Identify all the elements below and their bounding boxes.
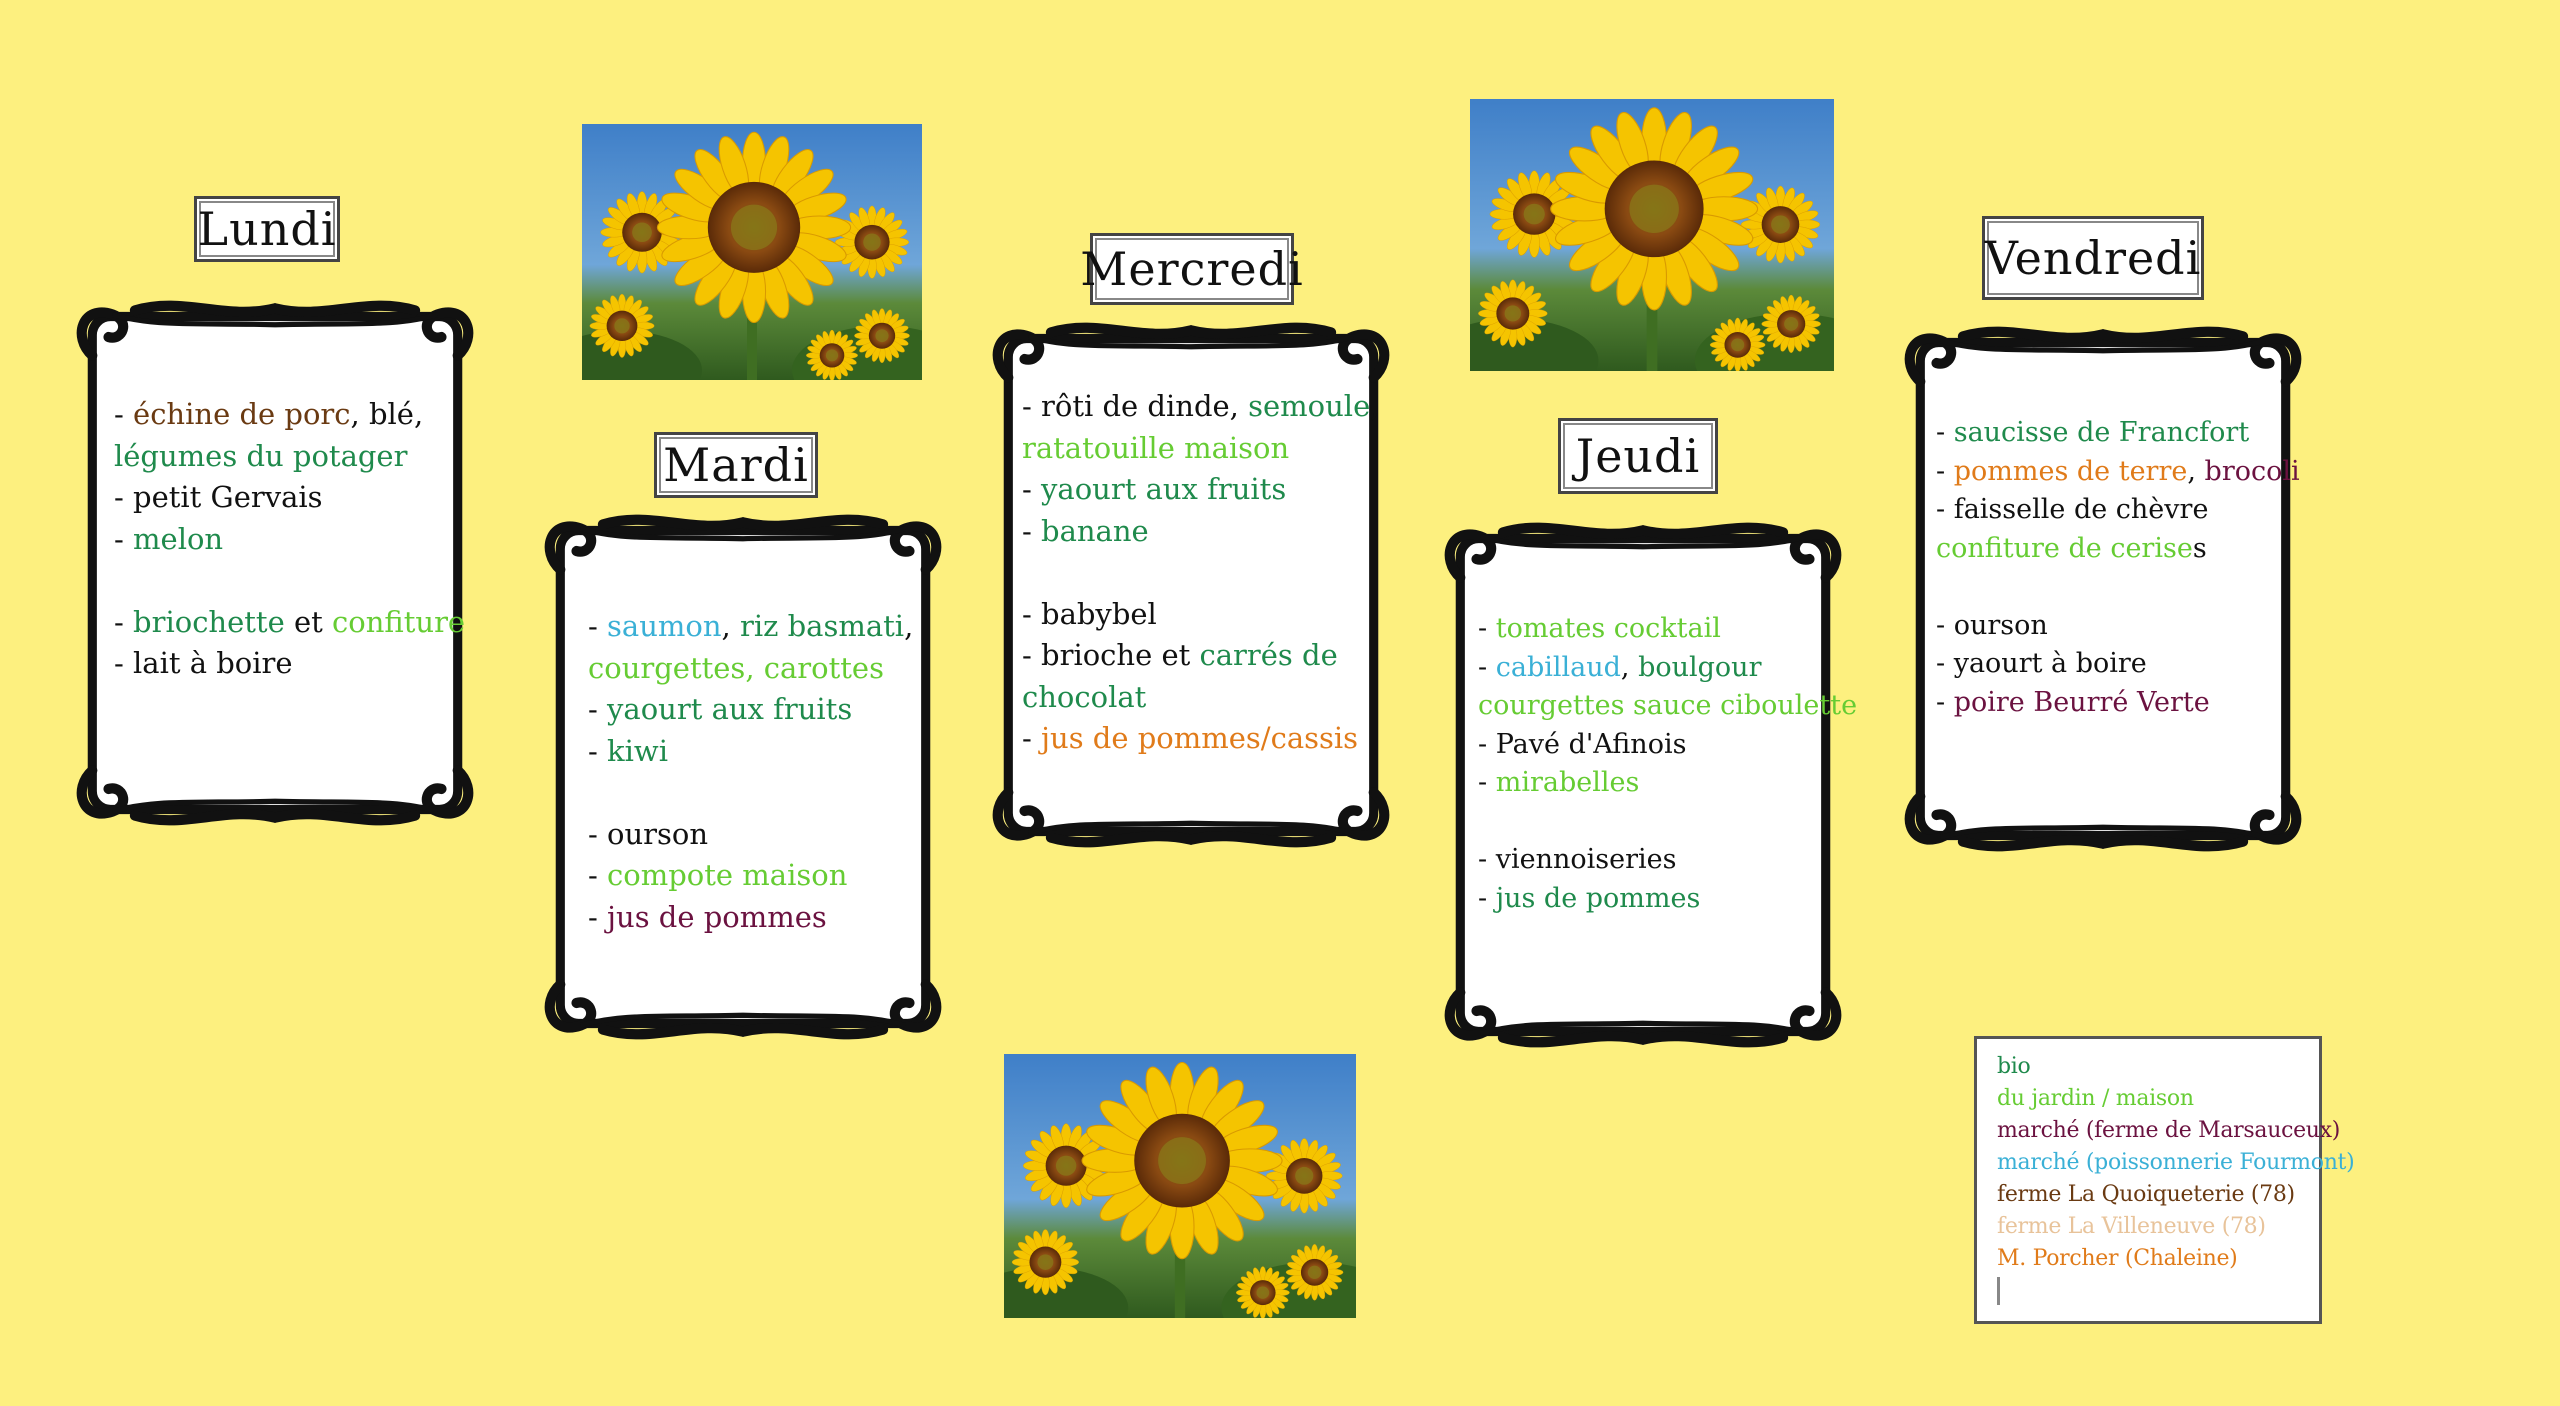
menu-text: riz basmati xyxy=(739,609,905,643)
menu-text: pommes de terre xyxy=(1953,455,2188,487)
legend-item: du jardin / maison xyxy=(1997,1086,2194,1111)
menu-line xyxy=(1936,607,2300,646)
menu-text: courgettes, carottes xyxy=(588,650,884,685)
day-title-jeudi: Jeudi xyxy=(1558,418,1718,494)
menu-text: semoule xyxy=(1248,389,1371,423)
menu-text: yaourt aux fruits xyxy=(607,692,853,726)
menu-line xyxy=(1022,718,1379,760)
menu-text: jus de pommes xyxy=(607,899,827,934)
menu-line xyxy=(1022,469,1379,511)
menu-text: et xyxy=(284,604,333,639)
menu-jeudi xyxy=(1478,610,1857,918)
menu-line xyxy=(1478,687,1857,726)
menu-card-mercredi xyxy=(988,318,1394,852)
menu-text: - xyxy=(1022,472,1042,506)
menu-line xyxy=(1936,645,2300,684)
menu-text: confiture de cerise xyxy=(1936,532,2193,564)
sunflower-photo-2 xyxy=(1470,99,1834,371)
menu-line xyxy=(114,477,465,519)
menu-text: - ourson xyxy=(1936,609,2048,641)
menu-text: , xyxy=(2187,455,2205,487)
menu-line xyxy=(1478,649,1857,688)
menu-text: - xyxy=(588,609,608,643)
color-legend xyxy=(1974,1036,2355,1324)
sunflower-photo-1 xyxy=(582,124,922,380)
menu-line xyxy=(1478,841,1857,880)
menu-line xyxy=(588,689,913,731)
menu-line xyxy=(1022,511,1379,553)
menu-line xyxy=(588,855,913,897)
sunflower-image xyxy=(582,124,922,380)
menu-text: s xyxy=(2192,532,2207,564)
menu-line xyxy=(1022,428,1379,470)
menu-text: boulgour xyxy=(1638,651,1762,683)
day-title-vendredi: Vendredi xyxy=(1982,216,2204,300)
menu-line xyxy=(588,648,913,690)
sunflower-image xyxy=(1004,1054,1356,1318)
menu-line xyxy=(1936,568,2300,607)
menu-line xyxy=(1478,610,1857,649)
menu-text: briochette xyxy=(133,604,285,639)
menu-text: , xyxy=(721,609,740,643)
menu-line xyxy=(1022,677,1379,719)
menu-line xyxy=(1936,453,2300,492)
menu-line xyxy=(114,643,465,685)
sunflower-image xyxy=(1470,99,1834,371)
menu-text: ratatouille maison xyxy=(1022,430,1290,465)
menu-text: carrés de xyxy=(1199,638,1338,672)
menu-line xyxy=(114,602,465,644)
menu-line xyxy=(588,814,913,856)
menu-line xyxy=(588,897,913,939)
menu-card-mardi xyxy=(540,510,946,1044)
menu-text: - xyxy=(1022,513,1042,548)
menu-text: légumes du potager xyxy=(114,438,408,473)
sunflower-photo-3 xyxy=(1004,1054,1356,1318)
menu-line xyxy=(588,606,913,648)
legend-divider xyxy=(1997,1277,2000,1305)
menu-card-vendredi xyxy=(1900,322,2306,856)
menu-text: - xyxy=(1478,767,1496,798)
legend-item: M. Porcher (Chaleine) xyxy=(1997,1246,2238,1271)
menu-text: kiwi xyxy=(607,733,668,768)
menu-text: , blé, xyxy=(350,397,424,431)
menu-text: - xyxy=(1936,686,1954,718)
menu-text: , xyxy=(1370,389,1380,423)
menu-text: - rôti de dinde, xyxy=(1022,389,1249,423)
menu-line xyxy=(1936,491,2300,530)
legend-items xyxy=(1997,1051,2355,1275)
menu-text: poire Beurré Verte xyxy=(1953,686,2210,718)
menu-text: - Pavé d'Afinois xyxy=(1478,728,1687,760)
menu-text: - xyxy=(588,733,608,768)
menu-text: saumon xyxy=(607,609,722,643)
menu-text: yaourt aux fruits xyxy=(1041,472,1287,506)
menu-text: - petit Gervais xyxy=(114,480,323,514)
legend-item: ferme La Villeneuve (78) xyxy=(1997,1214,2266,1239)
menu-line xyxy=(114,394,465,436)
menu-text: - xyxy=(114,604,134,639)
legend-item: bio xyxy=(1997,1054,2031,1079)
menu-text: chocolat xyxy=(1022,679,1147,714)
day-title-mercredi: Mercredi xyxy=(1090,233,1294,305)
menu-line xyxy=(588,772,913,814)
menu-text: - babybel xyxy=(1022,596,1157,631)
menu-text: jus de pommes xyxy=(1495,882,1701,914)
menu-text: compote maison xyxy=(607,858,848,892)
menu-line xyxy=(1936,684,2300,723)
menu-line xyxy=(1022,594,1379,636)
menu-text: saucisse de Francfort xyxy=(1953,417,2250,448)
menu-text: - xyxy=(114,521,134,556)
menu-text: - xyxy=(1022,721,1042,755)
menu-text: - xyxy=(588,899,608,934)
day-title-mardi: Mardi xyxy=(654,432,818,498)
menu-text: - viennoiseries xyxy=(1478,844,1677,875)
menu-mardi xyxy=(588,606,913,938)
menu-text: cabillaud xyxy=(1495,651,1621,683)
menu-text: confiture xyxy=(332,604,466,639)
menu-text: - xyxy=(1478,651,1496,683)
menu-text: , xyxy=(904,609,914,643)
menu-line xyxy=(1478,726,1857,765)
legend-item: marché (poissonnerie Fourmont) xyxy=(1997,1150,2355,1175)
menu-vendredi xyxy=(1936,414,2300,722)
menu-text: mirabelles xyxy=(1495,767,1640,798)
legend-item: marché (ferme de Marsauceux) xyxy=(1997,1118,2341,1143)
menu-text: courgettes sauce ciboulette xyxy=(1478,690,1858,721)
menu-text: banane xyxy=(1041,513,1149,548)
menu-text: jus de pommes/cassis xyxy=(1041,721,1359,755)
menu-text: - xyxy=(588,692,608,726)
menu-line xyxy=(1022,635,1379,677)
menu-text: melon xyxy=(133,521,224,556)
menu-mercredi xyxy=(1022,386,1379,760)
menu-line xyxy=(1478,803,1857,842)
menu-line xyxy=(1936,530,2300,569)
menu-line xyxy=(1022,552,1379,594)
menu-text: - xyxy=(1478,882,1496,914)
menu-text: - ourson xyxy=(588,816,709,851)
menu-card-lundi xyxy=(72,296,478,830)
menu-text: - xyxy=(114,397,134,431)
menu-text: tomates cocktail xyxy=(1495,613,1721,644)
menu-line xyxy=(1022,386,1379,428)
menu-line xyxy=(114,560,465,602)
menu-line xyxy=(1478,764,1857,803)
menu-line xyxy=(1478,880,1857,919)
menu-text: - xyxy=(588,858,608,892)
menu-text: échine de porc xyxy=(133,397,351,431)
menu-line xyxy=(588,731,913,773)
menu-text: - xyxy=(1936,417,1954,448)
menu-line xyxy=(1936,414,2300,453)
day-title-lundi: Lundi xyxy=(194,196,340,262)
menu-text: brocoli xyxy=(2204,455,2300,487)
menu-text: - brioche et xyxy=(1022,638,1200,672)
menu-text: - faisselle de chèvre xyxy=(1936,494,2209,525)
menu-text: - xyxy=(1936,455,1954,487)
menu-text: - xyxy=(1478,613,1496,644)
menu-text: - lait à boire xyxy=(114,646,293,680)
menu-text: , xyxy=(1620,651,1639,683)
menu-line xyxy=(114,436,465,478)
menu-line xyxy=(114,519,465,561)
menu-text: - yaourt à boire xyxy=(1936,648,2147,679)
menu-card-jeudi xyxy=(1440,518,1858,1052)
legend-item: ferme La Quoiqueterie (78) xyxy=(1997,1182,2295,1207)
menu-lundi xyxy=(114,394,465,685)
